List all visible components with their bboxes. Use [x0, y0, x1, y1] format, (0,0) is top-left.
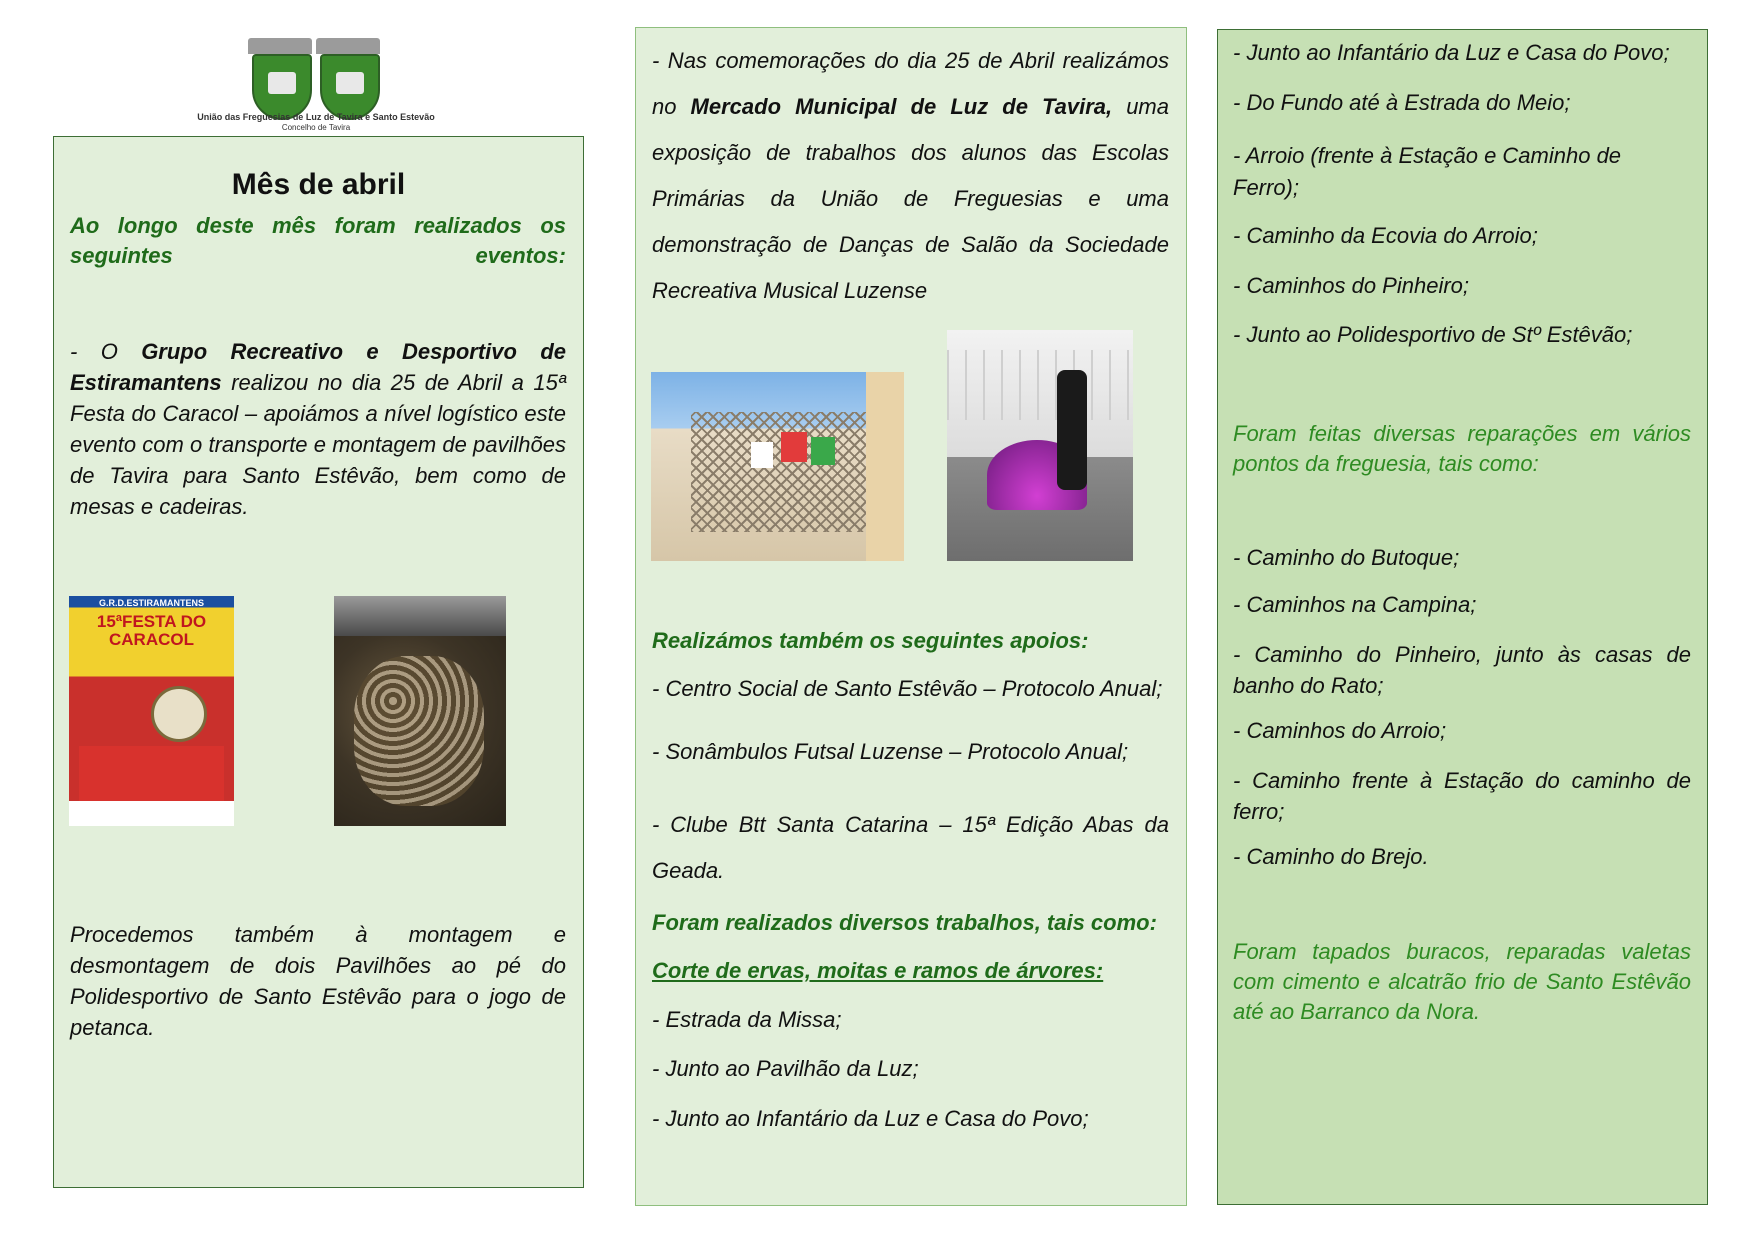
paragraph-25-abril: - Nas comemorações do dia 25 de Abril realizámos no Mercado Municipal de Luz de Tavira, uma exposição de trabalhos dos alunos das Escolas Primárias da União de Freguesias e uma demonstração de Danças de Salão da Sociedade Recreativa Musical Luzense: [652, 48, 1169, 303]
col3-item2: - Caminho do Butoque;: [1233, 545, 1460, 570]
corte-item: - Junto ao Pavilhão da Luz;: [652, 1056, 919, 1081]
col3-item: - Arroio (frente à Estação e Caminho de Ferro);: [1233, 143, 1622, 200]
org-name: União das Freguesias de Luz de Tavira e Santo Estevão: [197, 112, 435, 122]
org-subtitle: Concelho de Tavira: [281, 123, 351, 132]
col3-item: - Caminho da Ecovia do Arroio;: [1233, 223, 1538, 248]
intro-text: Ao longo deste mês foram realizados os seguintes eventos:: [70, 213, 566, 268]
col3-item2: - Caminho do Brejo.: [1233, 844, 1429, 869]
apoio-item: - Sonâmbulos Futsal Luzense – Protocolo Anual;: [652, 739, 1129, 764]
col3-item2: - Caminho do Pinheiro, junto às casas de banho do Rato;: [1233, 642, 1691, 698]
col3-item: - Caminhos do Pinheiro;: [1233, 273, 1470, 298]
mercado-name: Mercado Municipal de Luz de Tavira,: [690, 94, 1113, 119]
paragraph-pavilhoes: Procedemos também à montagem e desmontagem de dois Pavilhões ao pé do Polidesportivo de Santo Estêvão para o jogo de petanca.: [70, 922, 566, 1040]
group-name: Grupo Recreativo e Desportivo de Estiramantens: [70, 339, 566, 395]
corte-heading: Corte de ervas, moitas e ramos de árvores:: [652, 958, 1104, 983]
paragraph-festa: - O Grupo Recreativo e Desportivo de Estiramantens realizou no dia 25 de Abril a 15ª Festa do Caracol – apoiámos a nível logístico este evento com o transporte e montagem de pavilhões de Tavira para Santo Estêvão, bem como de mesas e cadeiras.: [70, 339, 566, 519]
santo-estevao-crest-icon: [320, 54, 380, 120]
dance-photo: [947, 330, 1133, 561]
col3-item: - Junto ao Infantário da Luz e Casa do Povo;: [1233, 40, 1670, 65]
reparacoes-text: Foram feitas diversas reparações em vários pontos da freguesia, tais como:: [1233, 421, 1691, 476]
poster-line1: G.R.D.ESTIRAMANTENS: [98, 598, 204, 608]
corte-item: - Estrada da Missa;: [652, 1007, 842, 1032]
page-title: Mês de abril: [231, 168, 406, 202]
festa-caracol-poster: [69, 596, 234, 826]
poster-line2: 15ªFESTA DO: [96, 612, 207, 631]
apoio-item: - Clube Btt Santa Catarina – 15ª Edição Abas da Geada.: [652, 812, 1169, 883]
apoio-item: - Centro Social de Santo Estêvão – Protocolo Anual;: [652, 676, 1163, 701]
col3-item: - Do Fundo até à Estrada do Meio;: [1233, 90, 1571, 115]
snails-photo: [334, 596, 506, 826]
buracos-text: Foram tapados buracos, reparadas valetas com cimento e alcatrão frio de Santo Estêvão até ao Barranco da Nora.: [1233, 939, 1691, 1024]
corte-item: - Junto ao Infantário da Luz e Casa do Povo;: [652, 1106, 1089, 1131]
poster-line3: CARACOL: [109, 630, 194, 649]
col3-item2: - Caminho frente à Estação do caminho de ferro;: [1233, 768, 1691, 824]
luz-tavira-crest-icon: [252, 54, 312, 120]
col3-item2: - Caminhos do Arroio;: [1233, 718, 1447, 743]
apoios-heading: Realizámos também os seguintes apoios:: [652, 628, 1089, 653]
col3-item2: - Caminhos na Campina;: [1233, 592, 1477, 617]
exhibition-photo: [651, 372, 904, 561]
col3-item: - Junto ao Polidesportivo de Stº Estêvão;: [1233, 322, 1633, 347]
trabalhos-heading: Foram realizados diversos trabalhos, tais como:: [652, 910, 1157, 935]
